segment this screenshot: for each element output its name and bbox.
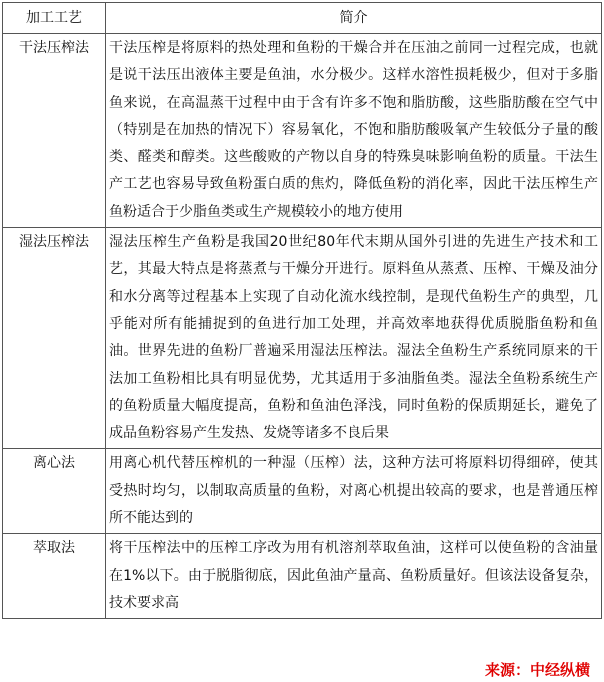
table-header-row: [3, 3, 602, 34]
process-description: 用离心机代替压榨机的一种湿（压榨）法，这种方法可将原料切得细碎，使其受热时均匀，以制取高质量的鱼粉，对离心机提出较高的要求，也是普通压榨所不能达到的: [106, 449, 602, 534]
source-label: 来源：中经纵横: [484, 661, 590, 679]
process-description: 湿法压榨生产鱼粉是我国20世纪80年代末期从国外引进的先进生产技术和工艺，其最大特点是将蒸煮与干燥分开进行。原料鱼从蒸煮、压榨、干燥及油分和水分离等过程基本上实现了自动化流水线控制，是现代鱼粉生产的典型，几乎能对所有能捕捉到的鱼进行加工处理，并高效率地获得优质脱脂鱼粉和鱼油。世界先进的鱼粉厂普遍采用湿法压榨法。湿法全鱼粉生产系统同原来的干法加工鱼粉相比具有明显优势，尤其适用于多油脂鱼类。湿法全鱼粉系统生产的鱼粉质量大幅度提高，鱼粉和鱼油色泽浅，同时鱼粉的保质期延长，避免了成品鱼粉容易产生发热、发烧等诸多不良后果: [106, 228, 602, 449]
table-row: [3, 449, 602, 534]
process-name: 萃取法: [3, 534, 106, 619]
header-description: 简介: [106, 3, 602, 34]
process-description: 将干压榨法中的压榨工序改为用有机溶剂萃取鱼油，这样可以使鱼粉的含油量在1%以下。由于脱脂彻底，因此鱼油产量高、鱼粉质量好。但该法设备复杂，技术要求高: [106, 534, 602, 619]
process-description: 干法压榨是将原料的热处理和鱼粉的干燥合并在压油之前同一过程完成，也就是说干法压出液体主要是鱼油，水分极少。这样水溶性损耗极少，但对于多脂鱼来说，在高温蒸干过程中由于含有许多不饱和脂肪酸，这些脂肪酸在空气中（特别是在加热的情况下）容易氧化，不饱和脂肪酸吸氧产生较低分子量的酸类、醛类和醇类。这些酸败的产物以自身的特殊臭味影响鱼粉的质量。干法生产工艺也容易导致鱼粉蛋白质的焦灼，降低鱼粉的消化率，因此干法压榨生产鱼粉适合于少脂鱼类或生产规模较小的地方使用: [106, 34, 602, 228]
process-name: 干法压榨法: [3, 34, 106, 228]
process-name: 湿法压榨法: [3, 228, 106, 449]
header-process: 加工工艺: [3, 3, 106, 34]
process-name: 离心法: [3, 449, 106, 534]
fishmeal-process-table: [2, 2, 602, 619]
table-row: [3, 534, 602, 619]
table-row: [3, 34, 602, 228]
table-row: [3, 228, 602, 449]
